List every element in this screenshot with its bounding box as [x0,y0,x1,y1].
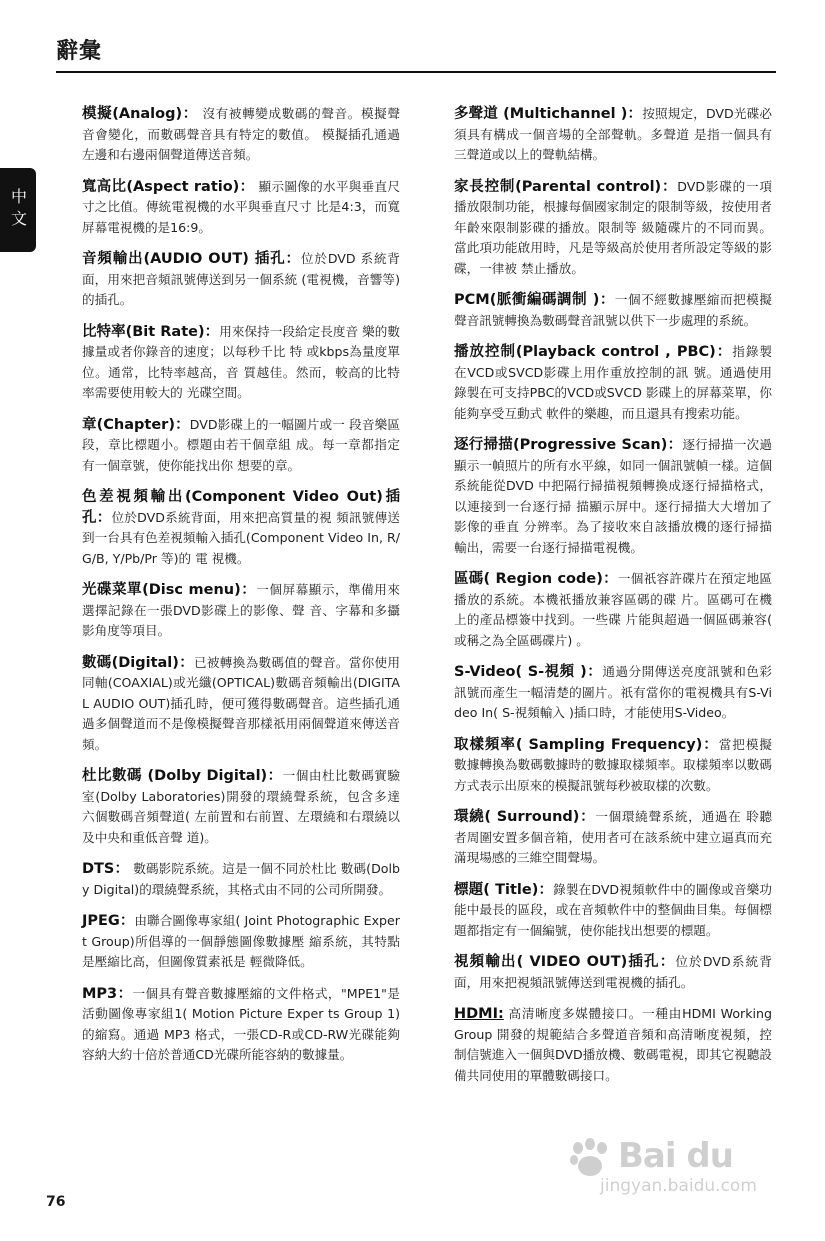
glossary-entry-aspect-ratio [82,177,400,239]
watermark-url: jingyan.baidu.com [600,1176,757,1196]
glossary-term: 數碼(Digital)： [82,654,194,671]
glossary-term: 寬高比(Aspect ratio)： [82,178,255,195]
language-tab [0,168,36,252]
glossary-term: 色差視頻輸出(Component Video Out)插孔： [82,489,400,526]
glossary-term: 章(Chapter)： [82,416,190,433]
glossary-entry-hdmi [454,1004,772,1086]
glossary-definition: 顯示圖像的水平與垂直尺寸之比值。傳統電視機的水平與垂直尺寸 比是4:3，而寬屏幕電視機的是16:9。 [82,178,400,235]
glossary-definition: 一個不經數據壓縮而把模擬聲音訊號轉換為數碼聲音訊號以供下一步處理的系統。 [454,292,773,328]
glossary-term: 杜比數碼 (Dolby Digital)： [82,768,283,784]
glossary-entry-s-video [454,662,772,724]
glossary-definition: 數碼影院系統。這是一個不同於杜比 數碼(Dolby Digital)的環繞聲系統，其格式由不同的公司所開發。 [82,861,400,897]
watermark-logo-text: Bai du [618,1136,733,1176]
glossary-entry-chapter [82,415,400,477]
glossary-entry-bit-rate [82,322,400,404]
glossary-definition: 一個屏幕顯示，準備用來選擇記錄在一張DVD影碟上的影像、聲 音、字幕和多攝影角度等項目。 [82,582,400,638]
glossary-entry-disc-menu [82,580,400,642]
glossary-definition: 由聯合圖像專家組( Joint Photographic Exper t Group)所倡導的一個靜態圖像數據壓 縮系統，其特點是壓縮比高，但圖像質素祇是 輕微降低。 [82,913,400,969]
page-number: 76 [46,1194,66,1210]
glossary-entry-region-code [454,569,772,651]
glossary-term: PCM(脈衝編碼調制 )： [454,292,615,308]
paw-icon [568,1138,612,1178]
glossary-entry-surround [454,807,772,869]
glossary-entry-audio-out [82,249,400,311]
glossary-definition: 逐行掃描一次過顯示一幀照片的所有水平線，如同一個訊號幀一樣。這個系統能從DVD 中把隔行掃描視頻轉換成逐行掃描格式，以連接到一台逐行掃 描顯示屏中。逐行掃描大大增加了影像的垂直 分辨率。為了接收來自該播放機的逐行掃描輸出，需要一台逐行掃描電視機。 [454,437,772,555]
glossary-definition: 位於DVD系統背面，用來把高質量的視 頻訊號傳送到一台具有色差視頻輸入插孔(Component Video In, R/G/B, Y/Pb/Pr 等)的 電 視機。 [82,509,401,566]
glossary-term: 逐行掃描(Progressive Scan)： [454,437,683,453]
glossary-term: 比特率(Bit Rate)： [82,323,220,340]
glossary-term: 多聲道 (Multichannel )： [454,106,643,122]
language-tab-label: 中文 [8,188,28,232]
glossary-entry-pbc [454,342,772,424]
glossary-definition: DVD影碟的一項播放限制功能，根據每個國家制定的限制等級，按使用者年齡來限制影碟的播放。限制等 級隨碟片的不同而異。當此項功能啟用時，凡是等級高於使用者所設定等級的影碟，一律被 禁止播放。 [454,178,772,276]
glossary-definition: 一個環繞聲系統，通過在 聆聽者周圍安置多個音箱，使用者可在該系統中建立逼真而充滿現場感的三維空間聲場。 [454,809,772,865]
glossary-entry-pcm [454,290,772,331]
glossary-left-column [82,104,400,1077]
glossary-definition: 錄製在DVD視頻軟件中的圖像或音樂功能中最長的區段，或在音頻軟件中的整個曲目集。每個標題都指定有一個編號，使你能找出想要的標題。 [454,881,772,938]
glossary-definition: 一個具有聲音數據壓縮的文件格式，"MPE1"是活動圖像專家組1( Motion Picture Exper ts Group 1)的縮寫。通過 MP3 格式，一張CD-R或CD-RW光碟能夠容納大約十倍於普通CD光碟所能容納的數據量。 [82,985,400,1062]
glossary-entry-parental-control [454,177,772,280]
glossary-term: DTS： [82,861,130,877]
glossary-term: 視頻輸出( VIDEO OUT)插孔： [454,954,676,970]
glossary-definition: 用來保持一段給定長度音 樂的數據量或者你錄音的速度；以每秒千比 特 或kbps為量度單位。通常，比特率越高，音 質越佳。然而，較高的比特率需要使用較大的 光碟空間。 [82,323,400,400]
glossary-definition: 沒有被轉變成數碼的聲音。模擬聲音會變化，而數碼聲音具有特定的數值。 模擬插孔通過左邊和右邊兩個聲道傳送音頻。 [82,106,400,162]
page-title: 辭彙 [56,39,103,64]
watermark [560,1130,780,1200]
glossary-definition: 已被轉換為數碼值的聲音。當你使用同軸(COAXIAL)或光纖(OPTICAL)數碼音頻輸出(DIGITAL AUDIO OUT)插孔時，便可獲得數碼聲音。這些插孔通過多個聲道而不是像模擬聲音那樣祇用兩個聲道來傳送音頻。 [82,654,401,752]
glossary-definition: 位於DVD 系統背面，用來把音頻訊號傳送到另一個系統 (電視機，音響等) 的插孔。 [82,251,400,307]
glossary-entry-dolby-digital [82,766,400,848]
glossary-right-column [454,104,772,1097]
glossary-definition: DVD影碟上的一幅圖片或一 段音樂區段，章比標題小。標題由若干個章組 成。每一章都指定有一個章號，使你能找出你 想要的章。 [82,416,400,473]
glossary-entry-sampling-frequency [454,735,772,797]
glossary-term: MP3： [82,985,133,1002]
glossary-term: JPEG： [82,913,135,929]
glossary-entry-digital [82,653,400,756]
glossary-definition: 一個祇容許碟片在預定地區播放的系統。本機祇播放兼容區碼的碟 片。區碼可在機上的產品標簽中找到。一些碟 片能與超過一個區碼兼容( 或稱之為全區碼碟片) 。 [454,571,772,648]
glossary-entry-progressive-scan [454,435,772,558]
glossary-entry-title [454,880,772,942]
glossary-entry-video-out [454,952,772,993]
glossary-term: 家長控制(Parental control)： [454,178,678,195]
glossary-term: S-Video( S-視頻 )： [454,664,603,680]
glossary-definition: 通過分開傳送亮度訊號和色彩訊號而產生一幅清楚的圖片。祇有當你的電視機具有S-Video In( S-視頻輸入 )插口時，才能使用S-Video。 [454,664,772,720]
glossary-term: 區碼( Region code)： [454,571,618,587]
glossary-term: 模擬(Analog)： [82,106,198,122]
glossary-entry-jpeg [82,911,400,973]
title-divider [56,71,776,73]
glossary-term: 播放控制(Playback control , PBC)： [454,344,733,360]
glossary-term: 環繞( Surround)： [454,809,596,825]
glossary-definition: 指錄製在VCD或SVCD影碟上用作重放控制的訊 號。通過使用錄製在可支持PBC的VCD或SVCD 影碟上的屏幕菜單，你能夠享受互動式 軟件的樂趣，而且還具有搜索功能。 [454,344,772,421]
glossary-entry-mp3 [82,984,400,1066]
glossary-term: 光碟菜單(Disc menu)： [82,582,257,598]
glossary-definition: 按照規定，DVD光碟必須具有構成一個音場的全部聲軌。多聲道 是指一個具有三聲道或以上的聲軌結構。 [454,106,772,162]
glossary-entry-multichannel [454,104,772,166]
glossary-definition: 位於DVD系統背面，用來把視頻訊號傳送到電視機的插孔。 [454,954,772,990]
glossary-definition: 一個由杜比數碼實驗室(Dolby Laboratories)開發的環繞聲系統，包含多達六個數碼音頻聲道( 左前置和右前置、左環繞和右環繞以及中央和重低音聲 道)。 [82,768,400,845]
glossary-definition: 當把模擬數據轉換為數碼數據時的數據取樣頻率。取樣頻率以數碼方式表示出原來的模擬訊號每秒被取樣的次數。 [454,736,773,793]
glossary-entry-component-video-out [82,487,400,569]
glossary-definition: 高清晰度多媒體接口。一種由HDMI Working Group 開發的規範結合多聲道音頻和高清晰度視頻，控制信號進入一個與DVD播放機、數碼電視，即其它視聽設備共同使用的單體數碼接口。 [454,1006,772,1083]
glossary-term: 取樣頻率( Sampling Frequency)： [454,736,719,753]
glossary-entry-analog [82,104,400,166]
glossary-term: 標題( Title)： [454,881,554,898]
glossary-entry-dts [82,859,400,900]
glossary-term: 音頻輸出(AUDIO OUT) 插孔： [82,251,301,267]
glossary-term: HDMI: [454,1006,504,1022]
